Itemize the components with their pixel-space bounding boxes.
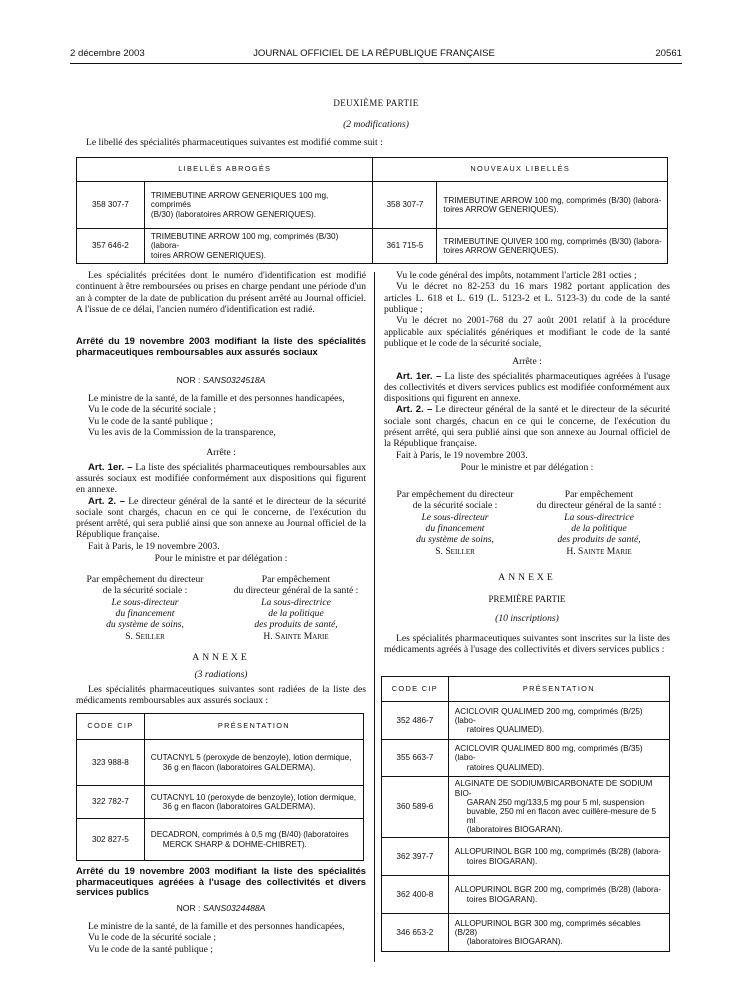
journal-title: JOURNAL OFFICIEL DE LA RÉPUBLIQUE FRANÇAISE — [253, 48, 495, 59]
col-header-old: LIBELLÉS ABROGÉS — [77, 158, 373, 182]
cip-code: 360 589-6 — [382, 777, 449, 838]
arrete-word: Arrête : — [206, 447, 236, 459]
new-code: 361 715-5 — [373, 229, 437, 264]
section-heading: DEUXIÈME PARTIE — [333, 98, 419, 108]
signature-left: Par empêchement du directeur de la sécurité sociale : Le sous-directeur du financement du système de soins, S. Seiller — [86, 574, 204, 642]
fait-a: Fait à Paris, le 19 novembre 2003. — [396, 449, 528, 461]
section-intro: Le libellé des spécialités pharmaceutiques suivantes est modifié comme suit : — [86, 137, 383, 148]
new-code: 358 307-7 — [373, 182, 437, 229]
visa: Vu le code de la santé publique ; — [88, 415, 213, 427]
presentation: ALGINATE DE SODIUM/BICARBONATE DE SODIUM BIO- GARAN 250 mg/133,5 mg pour 5 ml, suspension buvable, 250 ml en flacon avec cuillère-mesure de 5 ml (laboratoires BIOGARAN). — [448, 777, 669, 838]
visa: Vu le décret no 82-253 du 16 mars 1982 portant application des articles L. 618 et L. 619 (L. 5123-2 et L. 5123-3) du code de la santé publique ; — [384, 281, 670, 315]
delegation: Pour le ministre et par délégation : — [460, 462, 594, 473]
arrete-word: Arrête : — [512, 356, 542, 368]
annexe-heading: ANNEXE — [192, 652, 250, 663]
radiations-table — [76, 713, 364, 861]
arrete-body — [76, 393, 366, 564]
new-label: TRIMEBUTINE QUIVER 100 mg, comprimés (B/30) (labora- toires ARROW GENERIQUES). — [437, 229, 668, 264]
presentation: ALLOPURINOL BGR 300 mg, comprimés sécables (B/28) (laboratoires BIOGARAN). — [448, 914, 669, 952]
old-label: TRIMEBUTINE ARROW GENERIQUES 100 mg, comprimés (B/30) (laboratoires ARROW GENERIQUES). — [144, 182, 373, 229]
signature-right: Par empêchement du directeur général de la santé : La sous-directrice de la politique des produits de santé, H. Sainte Marie — [233, 574, 359, 642]
signature-left: Par empêchement du directeur de la sécurité sociale : Le sous-directeur du financement du système de soins, S. Seiller — [396, 489, 514, 557]
cip-code: 362 400-8 — [382, 876, 449, 914]
article-1: Art. 1er. – La liste des spécialités pharmaceutiques agréées à l'usage des collectivités et divers services publics est modifiée conformément aux dispositions qui figurent en annexe. — [384, 370, 670, 405]
col-header-new: NOUVEAUX LIBELLÉS — [373, 158, 668, 182]
col-header-code: CODE CIP — [77, 714, 145, 740]
paragraph: Les spécialités précitées dont le numéro d'identification est modifié continuent à être remboursées ou prises en charge pendant une période d'un an à compter de la date de publication du présent arrêté au Journal officiel. A l'issue de ce délai, l'ancien numéro d'identification est radié. — [76, 270, 366, 315]
cip-code: 302 827-5 — [77, 819, 145, 861]
inscriptions-subheading: (10 inscriptions) — [495, 613, 559, 624]
nor-reference: NOR : SANS0324518A — [176, 375, 266, 385]
article-2: Art. 2. – Le directeur général de la santé et le directeur de la sécurité sociale sont chargés, chacun en ce qui le concerne, de l'exécution du présent arrêté, qui sera publié ainsi que son annexe au Journal officiel de la République française. — [384, 404, 670, 450]
fait-a: Fait à Paris, le 19 novembre 2003. — [88, 540, 220, 552]
paragraph: Le ministre de la santé, de la famille et des personnes handicapées, — [88, 921, 345, 932]
presentation: ACICLOVIR QUALIMED 200 mg, comprimés (B/25) (labo- ratoires QUALIMED). — [448, 702, 669, 740]
nor-reference: NOR : SANS0324488A — [176, 903, 266, 913]
col-header-presentation: PRÉSENTATION — [144, 714, 363, 740]
presentation: DECADRON, comprimés à 0,5 mg (B/40) (laboratoires MERCK SHARP & DOHME-CHIBRET). — [144, 819, 363, 861]
modifications-table — [76, 157, 668, 264]
header-date: 2 décembre 2003 — [70, 48, 145, 59]
section-subheading: (2 modifications) — [343, 119, 409, 130]
paragraph: Le ministre de la santé, de la famille et des personnes handicapées, — [88, 393, 345, 404]
old-code: 358 307-7 — [77, 182, 145, 229]
col-header-code: CODE CIP — [382, 677, 449, 702]
old-label: TRIMEBUTINE ARROW 100 mg, comprimés (B/30) (labora- toires ARROW GENERIQUES). — [144, 229, 373, 264]
left-column — [76, 270, 366, 315]
right-column — [384, 270, 670, 473]
article-1: Art. 1er. – La liste des spécialités pharmaceutiques remboursables aux assurés sociaux est modifiée conformément aux dispositions qui figurent en annexe. — [76, 461, 366, 496]
visa: Vu le code de la santé publique ; — [88, 943, 213, 955]
arrete-body — [76, 921, 366, 955]
new-label: TRIMEBUTINE ARROW 100 mg, comprimés (B/30) (labora- toires ARROW GENERIQUES). — [437, 182, 668, 229]
visa: Vu le code de la sécurité sociale ; — [88, 932, 217, 944]
presentation: ALLOPURINOL BGR 100 mg, comprimés (B/28) (labora- toires BIOGARAN). — [448, 838, 669, 876]
presentation: CUTACNYL 10 (peroxyde de benzoyle), lotion dermique, 36 g en flacon (laboratoires GALDERMA). — [144, 786, 363, 819]
visa: Vu le code général des impôts, notamment l'article 281 octies ; — [396, 270, 637, 281]
old-code: 357 646-2 — [77, 229, 145, 264]
inscriptions-table — [381, 676, 670, 952]
visa: Vu le code de la sécurité sociale ; — [88, 404, 217, 416]
visa: Vu les avis de la Commission de la transparence, — [88, 426, 276, 438]
cip-code: 322 782-7 — [77, 786, 145, 819]
cip-code: 362 397-7 — [382, 838, 449, 876]
arrete-title: Arrêté du 19 novembre 2003 modifiant la liste des spécialités pharmaceutiques agréées à l'usage des collectivités et divers services publics — [76, 865, 366, 898]
presentation: ALLOPURINOL BGR 200 mg, comprimés (B/28) (labora- toires BIOGARAN). — [448, 876, 669, 914]
premiere-partie-heading: PREMIÈRE PARTIE — [488, 594, 566, 604]
inscriptions-intro: Les spécialités pharmaceutiques suivantes sont inscrites sur la liste des médicaments agréés à l'usage des collectivités et divers services publics : — [384, 633, 670, 656]
cip-code: 323 988-8 — [77, 740, 145, 786]
cip-code: 346 653-2 — [382, 914, 449, 952]
radiations-intro: Les spécialités pharmaceutiques suivantes sont radiées de la liste des médicaments remboursables aux assurés sociaux : — [76, 684, 366, 707]
page-number: 20561 — [655, 48, 682, 59]
presentation: ACICLOVIR QUALIMED 800 mg, comprimés (B/35) (labo- ratoires QUALIMED). — [448, 740, 669, 777]
col-header-presentation: PRÉSENTATION — [448, 677, 669, 702]
signature-right: Par empêchement du directeur général de la santé : La sous-directrice de la politique des produits de santé, H. Sainte Marie — [536, 489, 662, 557]
radiations-subheading: (3 radiations) — [194, 669, 248, 680]
cip-code: 355 663-7 — [382, 740, 449, 777]
annexe-heading: ANNEXE — [498, 572, 556, 583]
arrete-title: Arrêté du 19 novembre 2003 modifiant la liste des spécialités pharmaceutiques remboursables aux assurés sociaux — [76, 335, 366, 357]
visa: Vu le décret no 2001-768 du 27 août 2001 relatif à la procédure applicable aux spécialités génériques et modifiant le code de la santé publique et le code de la sécurité sociale, — [384, 315, 670, 349]
presentation: CUTACNYL 5 (peroxyde de benzoyle), lotion dermique, 36 g en flacon (laboratoires GALDERMA). — [144, 740, 363, 786]
header-rule — [70, 63, 682, 64]
article-2: Art. 2. – Le directeur général de la santé et le directeur de la sécurité sociale sont chargés, chacun en ce qui le concerne, de l'exécution du présent arrêté, qui sera publié ainsi que son annexe au Journal officiel de la République française. — [76, 495, 366, 541]
delegation: Pour le ministre et par délégation : — [154, 553, 288, 565]
cip-code: 352 486-7 — [382, 702, 449, 740]
